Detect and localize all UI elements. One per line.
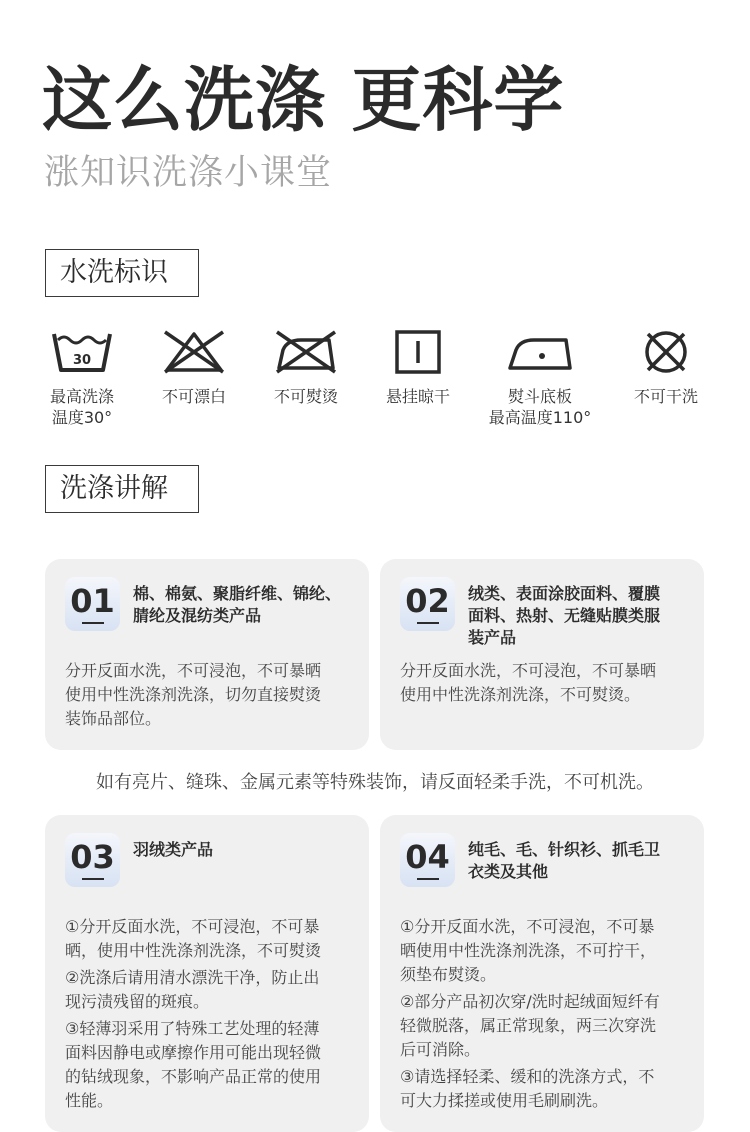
card-number: 02	[405, 582, 450, 620]
page-subtitle: 涨知识洗涤小课堂	[44, 153, 333, 193]
card-body-line: ③请选择轻柔、缓和的洗涤方式，不	[400, 1067, 655, 1086]
card-number-badge	[400, 833, 455, 887]
card-number-badge	[65, 833, 120, 887]
care-symbol-label: 不可熨烫	[273, 387, 338, 406]
card-body-line: 后可消除。	[400, 1040, 481, 1059]
care-symbol-wash-30	[22, 328, 142, 428]
card-body-line: 晒使用中性洗涤剂洗涤，不可拧干，	[400, 941, 657, 960]
card-number-badge	[400, 577, 455, 631]
care-symbol-label: 悬挂晾干	[385, 387, 450, 406]
card-number: 01	[70, 582, 115, 620]
card-title-line: 纯毛、毛、针织衫、抓毛卫	[468, 840, 661, 859]
card-title-line: 衣类及其他	[468, 862, 549, 881]
card-body	[400, 915, 700, 1113]
wash-30-icon	[50, 328, 114, 376]
no-dry-clean-icon	[638, 328, 694, 376]
section-title-symbols: 水洗标识	[45, 249, 199, 297]
card-body-line: 面料因静电或摩擦作用可能出现轻微	[65, 1043, 322, 1062]
card-body-line: 可大力揉搓或使用毛刷刷洗。	[400, 1091, 609, 1110]
card-body-line: 现污渍残留的斑痕。	[65, 992, 210, 1011]
card-body-line: ②部分产品初次穿/洗时起绒面短纤有	[400, 992, 660, 1011]
card-body-line: 的钻绒现象，不影响产品正常的使用	[65, 1067, 322, 1086]
card-body-line: ③轻薄羽采用了特殊工艺处理的轻薄	[65, 1019, 320, 1038]
card-body	[400, 659, 700, 707]
card-body-line: 分开反面水洗，不可浸泡，不可暴晒	[65, 661, 322, 680]
card-body-line: 性能。	[65, 1091, 114, 1110]
card-body	[65, 915, 365, 1113]
card-title-line: 装产品	[468, 628, 517, 647]
card-body-line: ①分开反面水洗，不可浸泡，不可暴	[400, 917, 655, 936]
card-body-line: 须垫布熨烫。	[400, 965, 497, 984]
page-title: 这么洗涤 更科学	[42, 59, 565, 141]
card-title-line: 棉、棉氨、聚脂纤维、锦纶、	[133, 584, 342, 603]
card-title	[468, 583, 696, 649]
care-symbol-hang-dry	[358, 328, 478, 407]
card-number-underline	[417, 878, 439, 880]
card-title-line: 羽绒类产品	[133, 840, 214, 859]
card-title	[468, 839, 696, 883]
card-title-line: 绒类、表面涂胶面料、覆膜	[468, 584, 661, 603]
care-card-02	[380, 559, 704, 750]
card-number: 03	[70, 838, 115, 876]
card-title-line: 腈纶及混纺类产品	[133, 606, 262, 625]
no-bleach-icon	[161, 328, 227, 376]
care-symbol-label: 不可干洗	[633, 387, 698, 406]
care-symbol-label: 最高洗涤	[49, 387, 114, 406]
care-symbol-iron-110	[480, 328, 600, 428]
card-title	[133, 583, 361, 627]
card-body-line: 分开反面水洗，不可浸泡，不可暴晒	[400, 661, 657, 680]
card-number-underline	[417, 622, 439, 624]
card-number-underline	[82, 622, 104, 624]
wash-temp-number: 30	[72, 353, 92, 368]
card-body	[65, 659, 365, 731]
care-symbols-row	[22, 328, 730, 438]
card-number-badge	[65, 577, 120, 631]
card-title-line: 面料、热射、无缝贴膜类服	[468, 606, 661, 625]
card-body-line: 使用中性洗涤剂洗涤，切勿直接熨烫	[65, 685, 322, 704]
card-body-line: 装饰品部位。	[65, 709, 162, 728]
card-body-line: ①分开反面水洗，不可浸泡，不可暴	[65, 917, 320, 936]
card-title	[133, 839, 361, 861]
section-title-explain: 洗涤讲解	[45, 465, 199, 513]
card-body-line: 晒，使用中性洗涤剂洗涤，不可熨烫	[65, 941, 322, 960]
care-symbol-no-bleach	[134, 328, 254, 407]
no-iron-icon	[273, 328, 339, 376]
iron-110-icon	[504, 328, 576, 376]
care-card-01	[45, 559, 369, 750]
care-symbol-no-iron	[246, 328, 366, 407]
care-symbol-no-dry-clean	[606, 328, 726, 407]
care-symbol-label: 熨斗底板	[507, 387, 572, 406]
care-symbol-label: 最高温度110°	[488, 408, 592, 427]
care-card-03	[45, 815, 369, 1132]
card-body-line: ②洗涤后请用清水漂洗干净，防止出	[65, 968, 320, 987]
card-number: 04	[405, 838, 450, 876]
card-body-line: 轻微脱落，属正常现象，两三次穿洗	[400, 1016, 657, 1035]
care-symbol-label: 温度30°	[51, 408, 113, 427]
care-symbol-label: 不可漂白	[161, 387, 226, 406]
hang-dry-icon	[385, 328, 451, 376]
special-decoration-notice: 如有亮片、缝珠、金属元素等特殊装饰，请反面轻柔手洗，不可机洗。	[96, 772, 654, 793]
care-card-04	[380, 815, 704, 1132]
card-number-underline	[82, 878, 104, 880]
card-body-line: 使用中性洗涤剂洗涤，不可熨烫。	[400, 685, 641, 704]
